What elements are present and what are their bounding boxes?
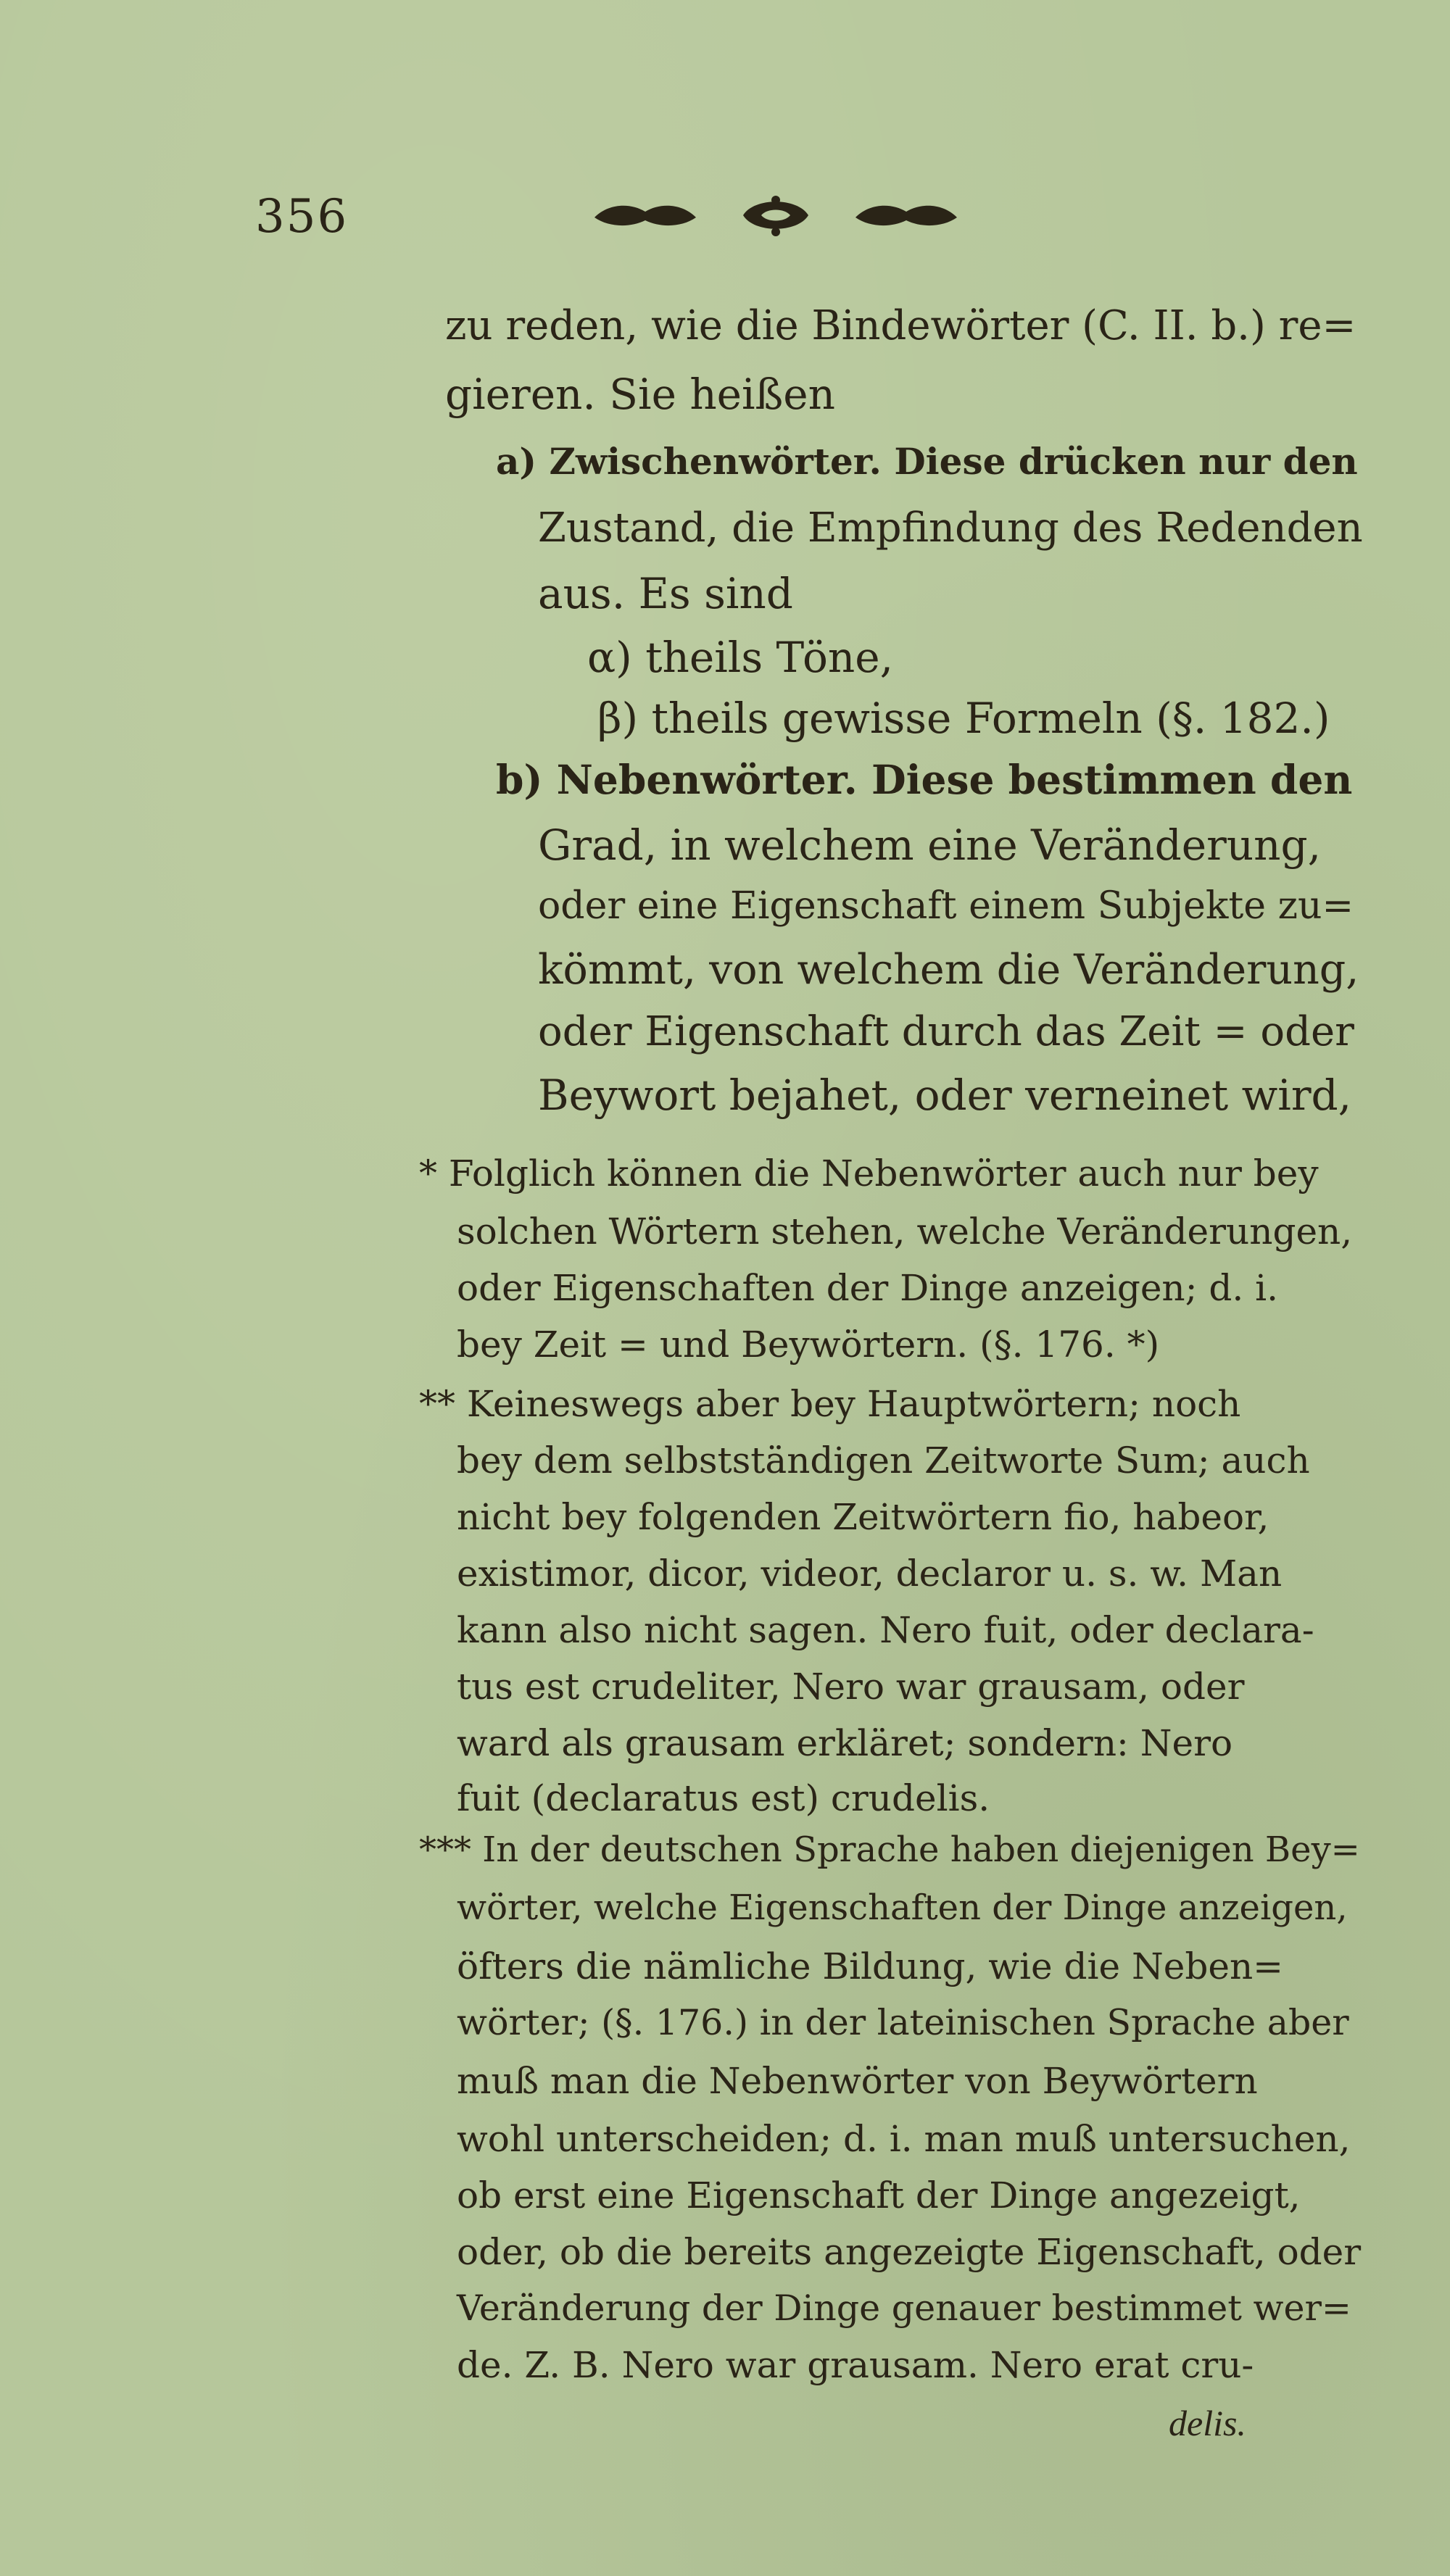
footnote-line-21: Veränderung der Dinge genauer bestimmet wer= <box>457 2288 1351 2329</box>
main-line-6: α) theils Töne, <box>587 633 894 682</box>
main-line-8: b) Nebenwörter. Diese bestimmen den <box>496 756 1353 803</box>
page-number: 356 <box>255 190 349 244</box>
footnote-line-4: bey Zeit = und Beywörtern. (§. 176. *) <box>457 1324 1160 1366</box>
footnote-line-16: wörter; (§. 176.) in der lateinischen Sprache aber <box>457 2002 1349 2043</box>
main-line-5: aus. Es sind <box>538 569 793 618</box>
footnote-line-14: wörter, welche Eigenschaften der Dinge anzeigen, <box>457 1887 1348 1928</box>
footnote-line-22: de. Z. B. Nero war grausam. Nero erat cru- <box>457 2344 1254 2386</box>
footnote-line-13: *** In der deutschen Sprache haben diejenigen Bey= <box>419 1829 1360 1870</box>
footnote-line-18: wohl unterscheiden; d. i. man muß untersuchen, <box>457 2118 1351 2160</box>
footnote-line-12: fuit (declaratus est) crudelis. <box>457 1777 990 1819</box>
footnote-line-20: oder, ob die bereits angezeigte Eigenschaft, oder <box>457 2231 1362 2273</box>
footnote-line-6: bey dem selbstständigen Zeitworte Sum; auch <box>457 1439 1310 1482</box>
main-line-11: kömmt, von welchem die Veränderung, <box>538 946 1359 994</box>
footnote-line-10: tus est crudeliter, Nero war grausam, oder <box>457 1666 1245 1708</box>
main-line-13: Beywort bejahet, oder verneinet wird, <box>538 1071 1352 1120</box>
ornament-icon <box>580 190 972 241</box>
footnote-line-8: existimor, dicor, videor, declaror u. s. w. Man <box>457 1553 1283 1595</box>
main-line-1: zu reden, wie die Bindewörter (C. II. b.) re= <box>445 302 1356 349</box>
footnote-line-1: * Folglich können die Nebenwörter auch nur bey <box>419 1152 1319 1194</box>
footnote-line-11: ward als grausam erkläret; sondern: Nero <box>457 1722 1233 1764</box>
footnote-line-15: öfters die nämliche Bildung, wie die Neben= <box>457 1945 1284 1987</box>
main-line-12: oder Eigenschaft durch das Zeit = oder <box>538 1008 1354 1055</box>
main-line-2: gieren. Sie heißen <box>445 370 835 419</box>
footnote-line-7: nicht bey folgenden Zeitwörtern fio, habeor, <box>457 1496 1269 1538</box>
footnote-line-2: solchen Wörtern stehen, welche Veränderungen, <box>457 1210 1353 1252</box>
footnote-line-9: kann also nicht sagen. Nero fuit, oder declara- <box>457 1609 1314 1651</box>
main-line-9: Grad, in welchem eine Veränderung, <box>538 820 1322 870</box>
main-line-10: oder eine Eigenschaft einem Subjekte zu= <box>538 884 1354 928</box>
main-line-3: a) Zwischenwörter. Diese drücken nur den <box>496 440 1358 483</box>
footnote-line-17: muß man die Nebenwörter von Beywörtern <box>457 2060 1258 2102</box>
main-line-7: β) theils gewisse Formeln (§. 182.) <box>597 694 1330 743</box>
footnote-line-19: ob erst eine Eigenschaft der Dinge angezeigt, <box>457 2174 1301 2216</box>
main-line-4: Zustand, die Empfindung des Redenden <box>538 504 1363 552</box>
footnote-line-5: ** Keineswegs aber bey Hauptwörtern; noch <box>419 1383 1241 1425</box>
footnote-line-3: oder Eigenschaften der Dinge anzeigen; d. i. <box>457 1267 1279 1309</box>
footnote-line-23: delis. <box>1169 2403 1246 2443</box>
